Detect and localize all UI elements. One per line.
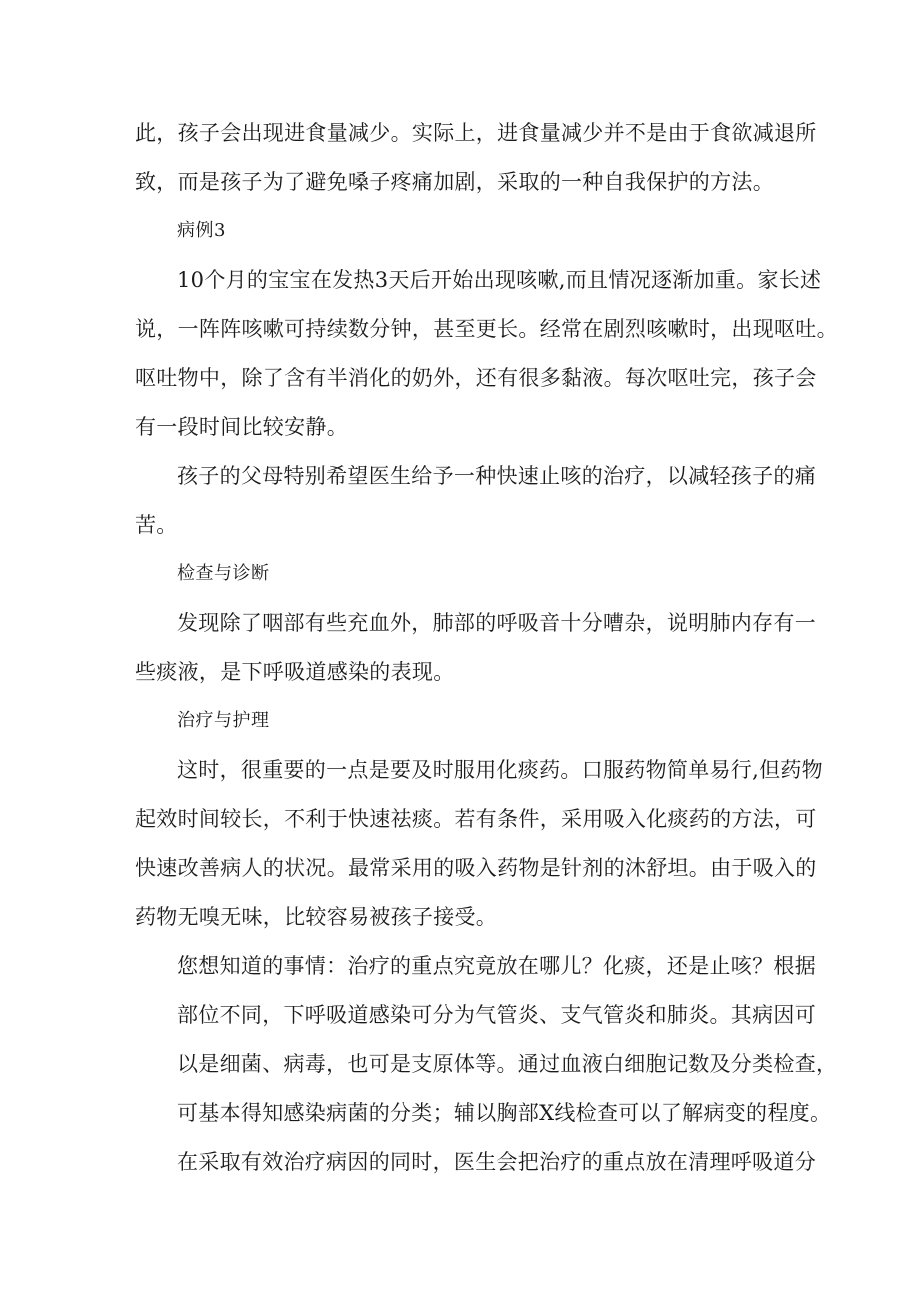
section-heading-diagnosis: 检查与诊断 (177, 563, 270, 584)
text-line: 快速改善病人的状况。最常采用的吸入药物是针剂的沐舒坦。由于吸入的 (135, 856, 817, 880)
text-line: 致，而是孩子为了避免嗓子疼痛加剧，采取的一种自我保护的方法。 (135, 170, 774, 194)
text-line: 苦。 (135, 513, 178, 537)
text-line: 以是细菌、病毒，也可是支原体等。通过血液白细胞记数及分类检查， (177, 1052, 838, 1076)
text-line: 此，孩子会出现进食量减少。实际上，进食量减少并不是由于食欲减退所 (135, 121, 817, 145)
text-line: 孩子的父母特别希望医生给予一种快速止咳的治疗，以减轻孩子的痛 (177, 464, 816, 488)
text-line: 部位不同，下呼吸道感染可分为气管炎、支气管炎和肺炎。其病因可 (177, 1003, 816, 1027)
text-line: 呕吐物中，除了含有半消化的奶外，还有很多黏液。每次呕吐完，孩子会 (135, 366, 817, 390)
text-line: 发现除了咽部有些充血外，肺部的呼吸音十分嘈杂，说明肺内存有一 (177, 611, 816, 635)
text-line: 有一段时间比较安静。 (135, 415, 348, 439)
text-line: 10个月的宝宝在发热3天后开始出现咳嗽,而且情况逐渐加重。家长述 (177, 268, 822, 292)
text-line: 药物无嗅无味，比较容易被孩子接受。 (135, 905, 498, 929)
text-line: 在采取有效治疗病因的同时，医生会把治疗的重点放在清理呼吸道分 (177, 1150, 816, 1174)
section-heading-case-3: 病例3 (177, 220, 226, 241)
text-line: 这时，很重要的一点是要及时服用化痰药。口服药物简单易行,但药物 (177, 758, 823, 782)
text-line: 起效时间较长，不利于快速祛痰。若有条件，采用吸入化痰药的方法，可 (135, 807, 817, 831)
text-line: 可基本得知感染病菌的分类；辅以胸部X线检查可以了解病变的程度。 (177, 1101, 832, 1125)
text-line: 些痰液，是下呼吸道感染的表现。 (135, 660, 455, 684)
text-line: 说，一阵阵咳嗽可持续数分钟，甚至更长。经常在剧烈咳嗽时，出现呕吐。 (135, 317, 838, 341)
section-heading-treatment: 治疗与护理 (177, 710, 270, 731)
text-line: 您想知道的事情：治疗的重点究竟放在哪儿？化痰，还是止咳？根据 (177, 954, 816, 978)
